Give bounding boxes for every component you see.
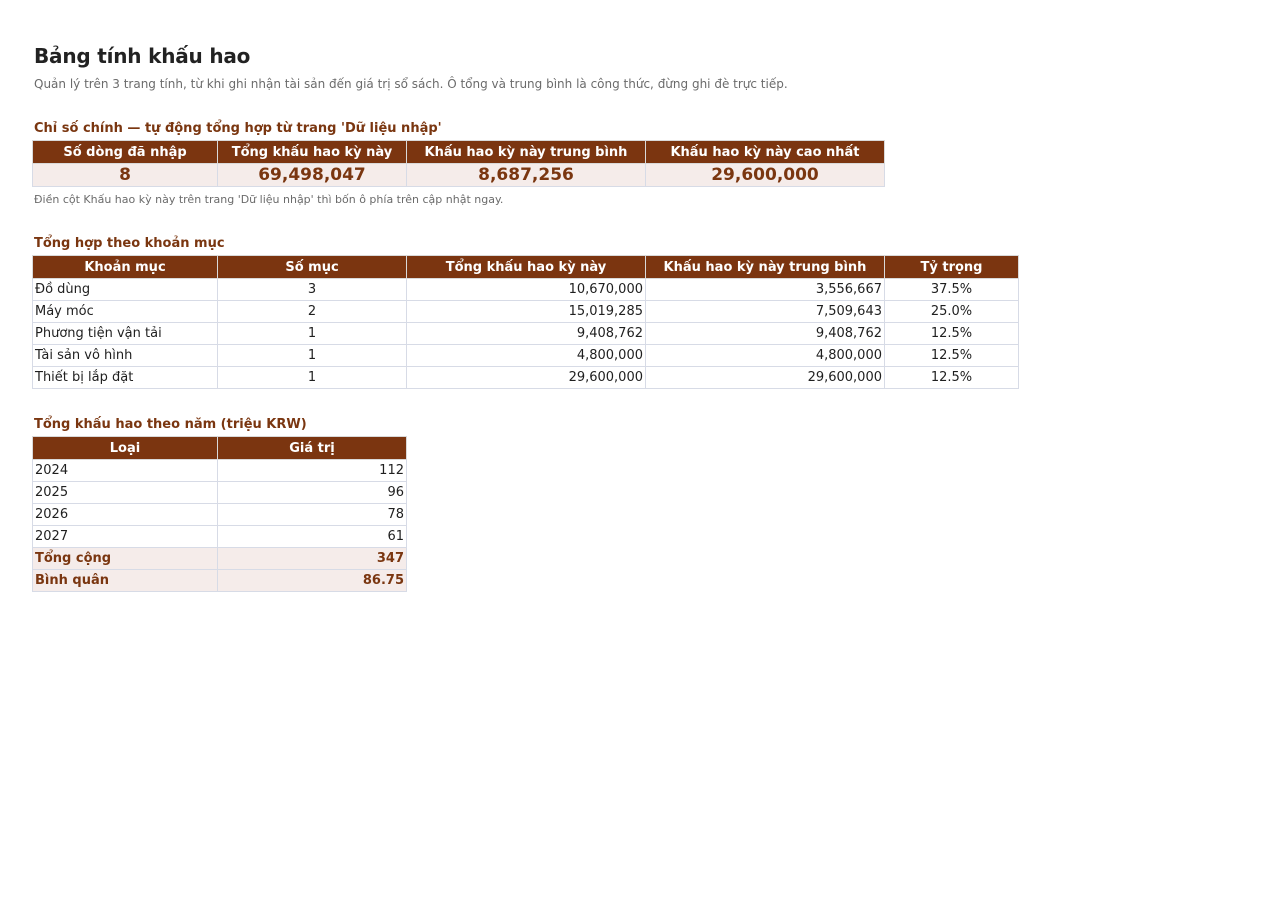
category-cell-average[interactable]: 4,800,000: [646, 345, 885, 367]
kpi-table: [32, 140, 885, 187]
category-cell-count[interactable]: 1: [218, 367, 407, 389]
yearly-cell-value[interactable]: 61: [218, 526, 407, 548]
yearly-section-title: Tổng khấu hao theo năm (triệu KRW): [34, 417, 307, 432]
kpi-value-average[interactable]: 8,687,256: [407, 164, 646, 187]
category-cell-share[interactable]: 37.5%: [885, 279, 1019, 301]
category-cell-count[interactable]: 1: [218, 345, 407, 367]
yearly-cell-year[interactable]: 2025: [33, 482, 218, 504]
category-cell-count[interactable]: 2: [218, 301, 407, 323]
yearly-header-value[interactable]: Giá trị: [218, 437, 407, 460]
table-row: [33, 279, 1019, 301]
kpi-header-total[interactable]: Tổng khấu hao kỳ này: [218, 141, 407, 164]
yearly-header-type[interactable]: Loại: [33, 437, 218, 460]
category-cell-share[interactable]: 25.0%: [885, 301, 1019, 323]
yearly-total-label[interactable]: Tổng cộng: [33, 548, 218, 570]
category-cell-average[interactable]: 9,408,762: [646, 323, 885, 345]
category-cell-item[interactable]: Đồ dùng: [33, 279, 218, 301]
table-row: [33, 323, 1019, 345]
yearly-cell-value[interactable]: 112: [218, 460, 407, 482]
category-cell-average[interactable]: 3,556,667: [646, 279, 885, 301]
kpi-note: Điền cột Khấu hao kỳ này trên trang 'Dữ liệu nhập' thì bốn ô phía trên cập nhật ngay.: [34, 193, 504, 206]
kpi-value-rows[interactable]: 8: [33, 164, 218, 187]
category-section-title: Tổng hợp theo khoản mục: [34, 236, 225, 251]
table-row: [33, 460, 407, 482]
page-subtitle: Quản lý trên 3 trang tính, từ khi ghi nhận tài sản đến giá trị sổ sách. Ô tổng và trung bình là công thức, đừng ghi đè trực tiếp.: [34, 77, 788, 91]
yearly-total-value[interactable]: 347: [218, 548, 407, 570]
category-cell-count[interactable]: 1: [218, 323, 407, 345]
category-cell-total[interactable]: 4,800,000: [407, 345, 646, 367]
yearly-average-label[interactable]: Bình quân: [33, 570, 218, 592]
category-cell-total[interactable]: 10,670,000: [407, 279, 646, 301]
kpi-header-max[interactable]: Khấu hao kỳ này cao nhất: [646, 141, 885, 164]
category-table: [32, 255, 1019, 389]
kpi-header-rows[interactable]: Số dòng đã nhập: [33, 141, 218, 164]
table-row: [33, 345, 1019, 367]
kpi-value-total[interactable]: 69,498,047: [218, 164, 407, 187]
table-row: [33, 482, 407, 504]
average-row: [33, 570, 407, 592]
yearly-cell-year[interactable]: 2027: [33, 526, 218, 548]
category-cell-item[interactable]: Tài sản vô hình: [33, 345, 218, 367]
category-cell-item[interactable]: Máy móc: [33, 301, 218, 323]
category-header-count[interactable]: Số mục: [218, 256, 407, 279]
category-header-share[interactable]: Tỷ trọng: [885, 256, 1019, 279]
category-cell-average[interactable]: 29,600,000: [646, 367, 885, 389]
category-cell-item[interactable]: Thiết bị lắp đặt: [33, 367, 218, 389]
category-cell-share[interactable]: 12.5%: [885, 345, 1019, 367]
category-cell-total[interactable]: 15,019,285: [407, 301, 646, 323]
category-header-total[interactable]: Tổng khấu hao kỳ này: [407, 256, 646, 279]
table-row: [33, 367, 1019, 389]
kpi-header-average[interactable]: Khấu hao kỳ này trung bình: [407, 141, 646, 164]
yearly-cell-value[interactable]: 96: [218, 482, 407, 504]
kpi-section-title: Chỉ số chính — tự động tổng hợp từ trang 'Dữ liệu nhập': [34, 121, 442, 136]
yearly-cell-value[interactable]: 78: [218, 504, 407, 526]
category-cell-total[interactable]: 29,600,000: [407, 367, 646, 389]
category-cell-count[interactable]: 3: [218, 279, 407, 301]
yearly-cell-year[interactable]: 2026: [33, 504, 218, 526]
category-cell-total[interactable]: 9,408,762: [407, 323, 646, 345]
category-cell-share[interactable]: 12.5%: [885, 367, 1019, 389]
table-row: [33, 526, 407, 548]
page-title: Bảng tính khấu hao: [34, 44, 251, 68]
category-header-item[interactable]: Khoản mục: [33, 256, 218, 279]
table-row: [33, 301, 1019, 323]
yearly-cell-year[interactable]: 2024: [33, 460, 218, 482]
yearly-average-value[interactable]: 86.75: [218, 570, 407, 592]
category-header-average[interactable]: Khấu hao kỳ này trung bình: [646, 256, 885, 279]
category-cell-share[interactable]: 12.5%: [885, 323, 1019, 345]
yearly-table: [32, 436, 407, 592]
table-row: [33, 504, 407, 526]
kpi-value-max[interactable]: 29,600,000: [646, 164, 885, 187]
category-cell-average[interactable]: 7,509,643: [646, 301, 885, 323]
category-cell-item[interactable]: Phương tiện vận tải: [33, 323, 218, 345]
total-row: [33, 548, 407, 570]
